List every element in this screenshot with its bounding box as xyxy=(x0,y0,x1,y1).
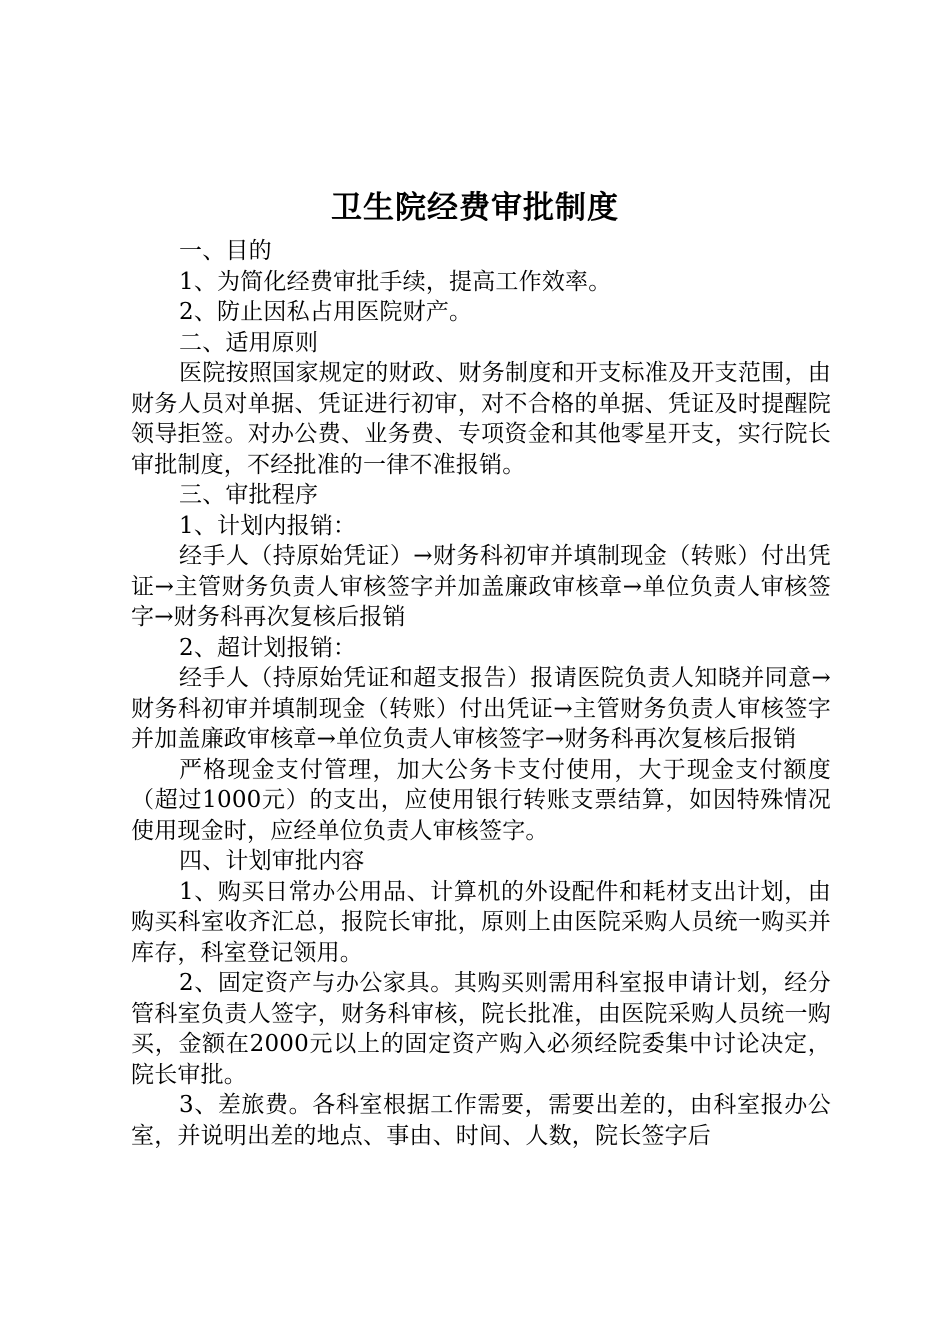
procedure-subheading-planned: 1、计划内报销： xyxy=(179,512,357,539)
document-body xyxy=(131,236,831,1151)
section-heading-procedure: 三、审批程序 xyxy=(179,482,319,508)
section-heading-approval-content: 四、计划审批内容 xyxy=(179,848,365,874)
approval-item-office-supplies: 1、购买日常办公用品、计算机的外设配件和耗材支出计划，由购买科室收齐汇总，报院长审批，原则上由医院采购人员统一购买并库存，科室登记领用。 xyxy=(131,878,831,966)
section-heading-purpose: 一、目的 xyxy=(179,238,272,264)
principles-paragraph: 医院按照国家规定的财政、财务制度和开支标准及开支范围，由财务人员对单据、凭证进行初审，对不合格的单据、凭证及时提醒院领导拒签。对办公费、业务费、专项资金和其他零星开支，实行院长审批制度，不经批准的一律不准报销。 xyxy=(131,360,831,478)
approval-item-travel: 3、差旅费。各科室根据工作需要，需要出差的，由科室报办公室，并说明出差的地点、事由、时间、人数，院长签字后 xyxy=(131,1092,831,1149)
section-heading-principles: 二、适用原则 xyxy=(179,329,319,356)
purpose-item-1: 1、为简化经费审批手续，提高工作效率。 xyxy=(179,268,612,295)
procedure-subheading-overplan: 2、超计划报销： xyxy=(179,634,357,661)
procedure-planned-flow: 经手人（持原始凭证）→财务科初审并填制现金（转账）付出凭证→主管财务负责人审核签字并加盖廉政审核章→单位负责人审核签字→财务科再次复核后报销 xyxy=(131,543,831,630)
document-title: 卫生院经费审批制度 xyxy=(331,190,619,226)
approval-item-fixed-assets: 2、固定资产与办公家具。其购买则需用科室报申请计划，经分管科室负责人签字，财务科审核，院长批准，由医院采购人员统一购买，金额在2000元以上的固定资产购入必须经院委集中讨论决定，院长审批。 xyxy=(131,970,831,1088)
cash-payment-paragraph: 严格现金支付管理，加大公务卡支付使用，大于现金支付额度（超过1000元）的支出，应使用银行转账支票结算，如因特殊情况使用现金时，应经单位负责人审核签字。 xyxy=(131,756,831,844)
procedure-overplan-flow: 经手人（持原始凭证和超支报告）报请医院负责人知晓并同意→财务科初审并填制现金（转账）付出凭证→主管财务负责人审核签字并加盖廉政审核章→单位负责人审核签字→财务科再次复核后报销 xyxy=(131,665,831,752)
purpose-item-2: 2、防止因私占用医院财产。 xyxy=(179,299,473,325)
